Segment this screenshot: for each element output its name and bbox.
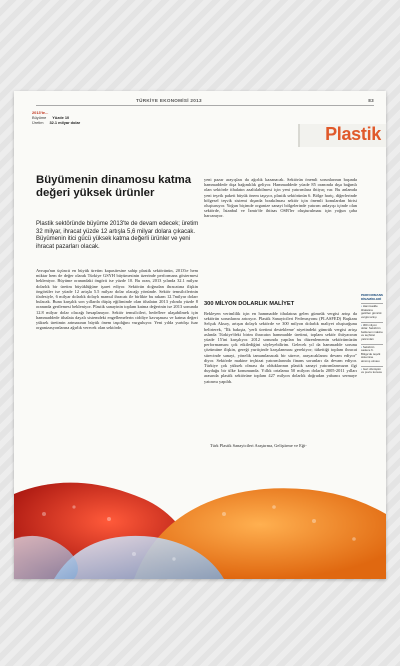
bullet-icon: • — [361, 366, 363, 371]
stats-box — [32, 110, 124, 125]
body-column-2: yeni pazar arayışları da ağırlık kazanacak. Sektörün önemli sorunlarının başında hammaddede dışa bağımlılık geliyor. Hammaddede yüzde 85 oranında dışa bağımlı olan sektörde ithalatın azaltılabilmesi için yeni yatırımlara ihtiyaç var. Bu anlamda yeni teşvik paketi büyük önem taşıyor, plastik sektörünün 6. Bölge hariç, diğerlerinde bölgesel teşvik sistemi dışında bırakılması sektör için önemli konulardan birisi oluşturuyor. Yoğun biçimde organize sanayi bölgelerinde yatırım anlayışı içinde olan sektörde, İstanbul ve İzmir'de ihtisas OSB'ler oluşturulması için yoğun çaba harcanıyor. — [204, 177, 357, 219]
performance-item — [361, 344, 383, 364]
magazine-page — [14, 91, 386, 579]
plastic-pellets-photo — [14, 459, 386, 579]
bullet-icon: • — [361, 304, 363, 309]
performance-item — [361, 303, 383, 319]
performance-title: PERFORMANS DİNAMİKLERİ — [361, 293, 384, 301]
body-column-2b: Bekleyen verimlilik için en hammadde ithalatına gelen gümrük vergisi artışı da sektörün sorunlarını artırıyor. Plastik Sanayicileri Federasyonu (PLASFED) Başkanı Selçuk Aksoy, artışın dolaylı sektörde ve 300 milyon dolarlık maliyet oluşturğunu belirterek, "İlk bakışta, 'yerli üretimi destekleme' niyetindeki gümrük vergisi artışı aslında Türkiye'deki birim ihracatın hammadde üretimi, toplam sektör ihtiyacının yüzde 15'ini karşılıyor. 2012 sonunda yapılan bu düzenlemenin sektörümüzün performansını çok etkilediğini söyleyebilirim. Gelecek yıl da hammadde sorunu çözümüne ilişkin, gereği yurtiçinde karşılanması gerekiyor; tükettiği toplam ihracat sürecinde sanayi, yönelik tamamlanacak bir sürece, arayacaklarını devam ediyor" diyor. Sektörde makine teçhizat yatırımlarında finans sorunları da devam ediyor. Türkiye çok yüksek olması da olduklarının plastik sanayi yatırımlarımızın ilgi duyduğu bir ülke konumunda. Yıllık ortalama 50 milyon dolarla 2005-2011 yılları arasında plastik sektörüne toplam 427 milyon dolarlık doğrudan yabancı sermaye yatırımı yapıldı. — [204, 311, 357, 384]
article-headline: Büyümenin dinamosu katma değeri yüksek ürünler — [36, 174, 192, 199]
performance-item — [361, 366, 383, 375]
section-tab — [298, 124, 386, 147]
body-column-2c: Türk Plastik Sanayicileri Araştırma, Geliştirme ve Eği- — [210, 443, 307, 448]
running-header-title: TÜRKİYE EKONOMİSİ 2013 — [136, 98, 202, 103]
performance-box — [361, 294, 383, 377]
stats-value: Yüzde 10 — [52, 115, 70, 120]
performance-item-text: 300 milyon dolar. Sektörün beklenen makine ve teçhizat yatırımları — [361, 322, 383, 341]
stats-key: Üretim — [32, 120, 44, 125]
bullet-icon: • — [361, 344, 363, 349]
section-title: Plastik — [325, 124, 381, 144]
stats-row — [32, 120, 124, 125]
body-column-1: Avrupa'nın üçüncü en büyük üretim kapasitesine sahip plastik sektörünün, 2013'te hem miktar hem de değer olarak Türkiye GSYH büyümesinin üzerinde performans göstermesi bekleniyor. Büyüme oranındaki öngörü ise yüzde 10. Bu oran, 2013 yılında 32.1 milyar dolarlık bir üretim büyüklüğüne işaret ediyor. Sektörün doğrudan ihracatına ilişkin öngörüler ise yüzde 12 artışla 5.5 milyar dolar olacağı yönünde. Sektör temsilcilerinin ifadesiyle, 6 milyar dolarlık dolaylı mamul ihracatı ile birlikte bu rakam 12.7milyar dolarr bulacak. Buna karşılık son yıllarda düşüş eğiliminde olan ithalatın 2013 yılında yüzde 8 oranında gerilemesi bekleniyor. Plastik sanayinin toplam katma değerinin ise 2013 sonunda 12.8 milyar dolar olacağı hesaplanıyor. Sektör temsilcileri, hedeflere ulaşabilmek için hammaddede ithalata dayalı sistemdeki engellemelerin ciddiye kavuşması ve katma değeri yüksek üretimin artmasının büyük önem taşıdığını vurguluyor. Yeni yılda yurtdışı fuar organizasyonlarına ağırlık verecek olan sektörde, — [36, 268, 198, 331]
performance-item-text: Sektörün sadece 6. Bölge'de teşvik sistemine alınmış olması — [361, 344, 381, 363]
stats-year: 2013'te... — [32, 110, 49, 115]
bullet-icon: • — [361, 322, 363, 327]
performance-item — [361, 322, 383, 342]
performance-item-text: Geri dönüşüm ve çevre konusu — [361, 366, 383, 375]
article-lead: Plastik sektöründe büyüme 2013'te de devam edecek; üretim 32 milyar, ihracat yüzde 12 artışla 5,6 milyar dolara çıkacak. Büyümenin itici gücü yüksek katma değerli ürünler ve yeni ihracat pazarları olacak. — [36, 221, 199, 251]
page-number: 83 — [368, 98, 374, 103]
stats-value: 32.1 milyar dolar — [49, 120, 81, 125]
subheading: 300 MİLYON DOLARLIK MALİYET — [204, 301, 295, 307]
stats-key: Büyüme — [32, 115, 47, 120]
performance-item-text: Hammadde ithalatına getirilen gümrük vergisi artışı — [361, 304, 382, 319]
running-header — [36, 98, 374, 106]
